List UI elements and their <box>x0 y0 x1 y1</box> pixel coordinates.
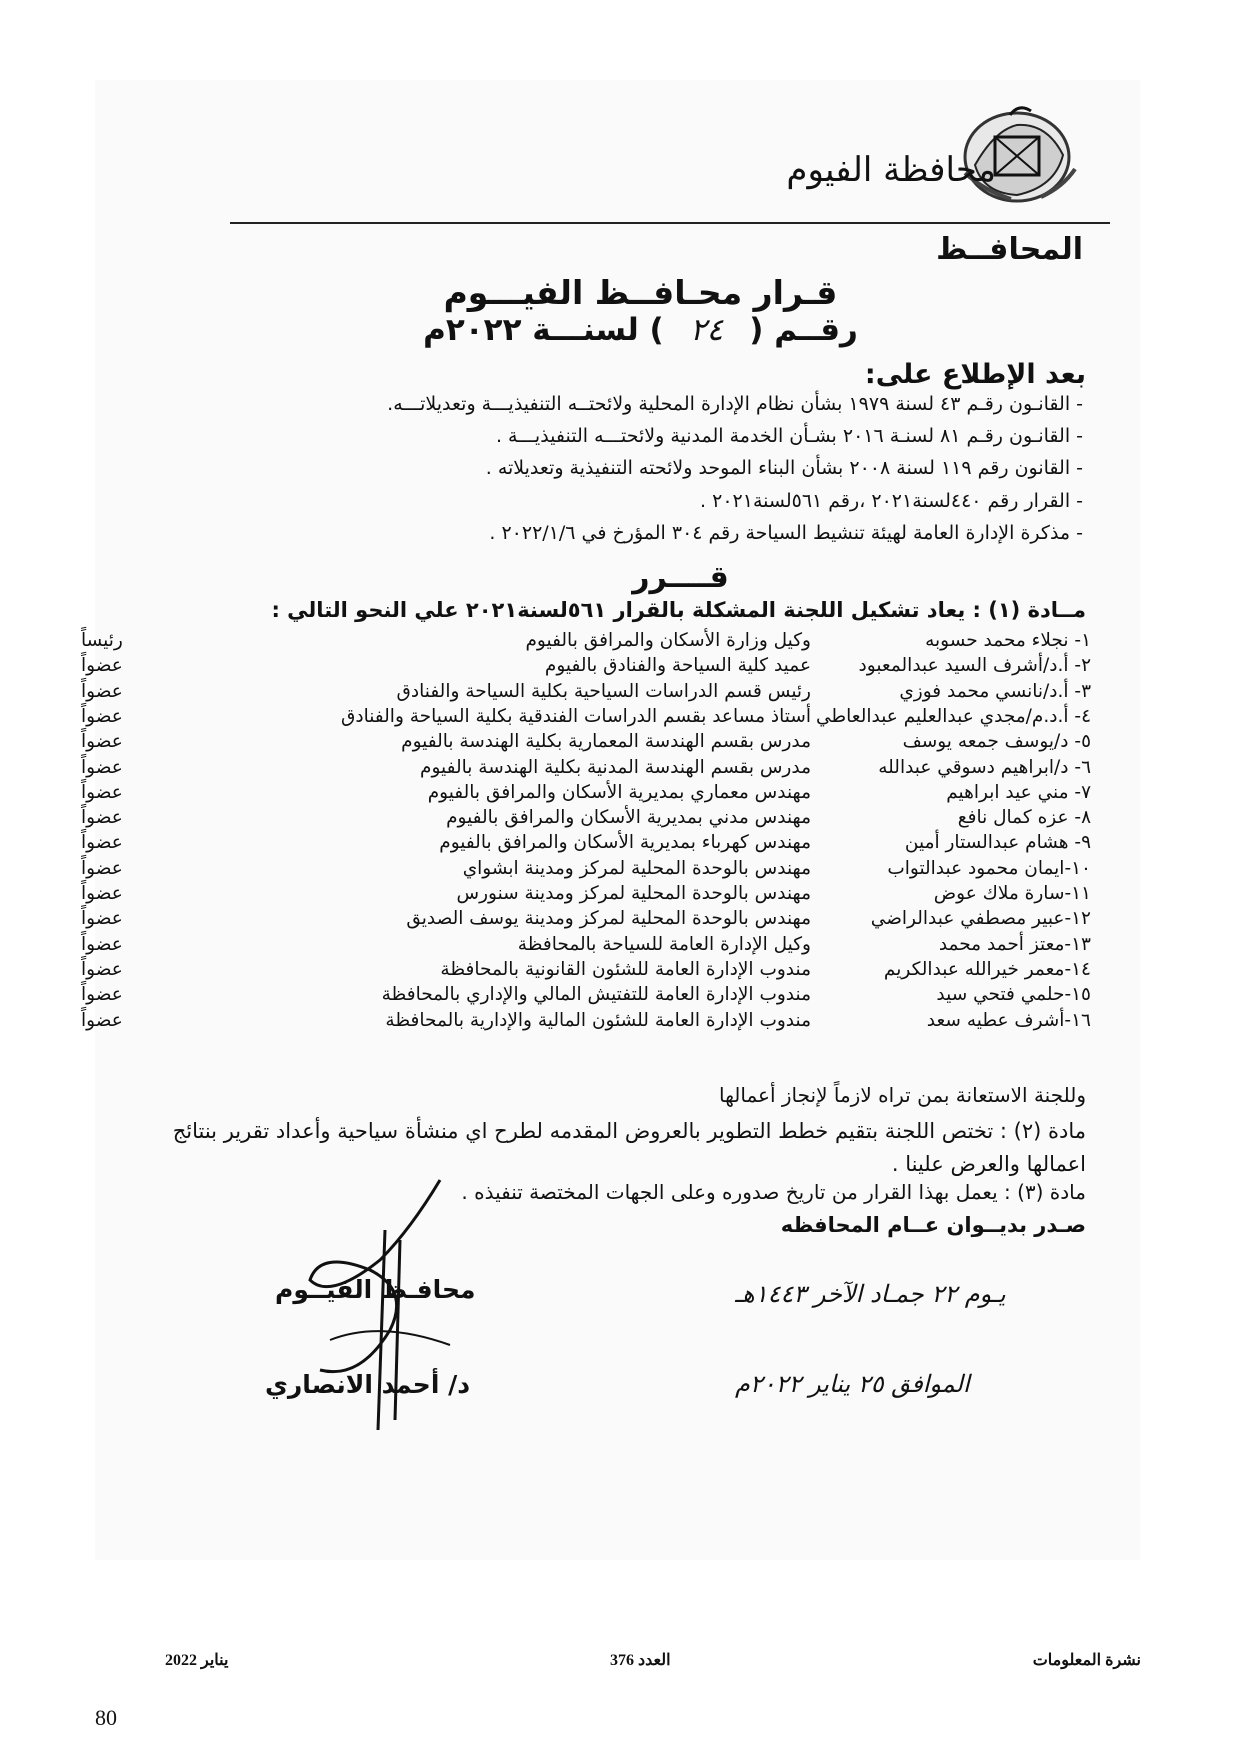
handwritten-signature <box>290 1170 470 1450</box>
footer-date: يناير 2022 <box>165 1652 229 1669</box>
member-title: مهندس بالوحدة المحلية لمركز ومدينة ابشواي <box>462 857 811 879</box>
member-role: عضواً <box>81 984 123 1006</box>
signatory-name: د/ أحمد الانصاري <box>265 1370 471 1399</box>
decree-number-prefix: رقــم ( <box>749 312 858 348</box>
member-role: عضواً <box>81 705 123 727</box>
decree-number-line <box>0 312 1241 348</box>
article-1: مــادة (١) : يعاد تشكيل اللجنة المشكلة بالقرار ٥٦١لسنة٢٠٢١ علي النحو التالي : <box>271 598 1086 622</box>
member-role: عضواً <box>81 807 123 829</box>
member-name: ١١-سارة ملاك عوض <box>933 883 1091 904</box>
member-row <box>81 832 1091 859</box>
header-divider <box>230 222 1110 224</box>
member-row <box>81 1010 1091 1037</box>
member-name: ١٥-حلمي فتحي سيد <box>936 984 1091 1006</box>
member-title: أستاذ مساعد بقسم الدراسات الفندقية بكلية السياحة والفنادق <box>341 705 811 727</box>
governorate-name: محافظة الفيوم <box>786 150 996 190</box>
member-name: ٨- عزه كمال نافع <box>957 807 1091 829</box>
member-role: عضواً <box>81 680 123 702</box>
member-role: عضواً <box>81 1009 123 1031</box>
office-title: المحافــظ <box>936 232 1083 267</box>
member-title: عميد كلية السياحة والفنادق بالفيوم <box>544 655 811 677</box>
member-row <box>81 858 1091 885</box>
member-title: مهندس معماري بمديرية الأسكان والمرافق بالفيوم <box>427 781 811 803</box>
member-name: ٩- هشام عبدالستار أمين <box>904 832 1091 854</box>
article-2: مادة (٢) : تختص اللجنة بتقيم خطط التطوير بالعروض المقدمه لطرح اي منشأة سياحية وأعداد تقرير بنتائج اعمالها والعرض علينا . <box>172 1119 1086 1176</box>
preamble-item: - القانـون رقـم ٤٣ لسنة ١٩٧٩ بشأن نظام الإدارة المحلية ولائحتــه التنفيذيـــة وتعديلاتـــه. <box>387 393 1083 415</box>
member-role: عضواً <box>81 756 123 778</box>
member-row <box>81 757 1091 784</box>
decree-title: قـرار محـافــظ الفيـــوم <box>443 273 838 312</box>
member-role: عضواً <box>81 731 123 753</box>
member-name: ٧- مني عيد ابراهيم <box>946 781 1091 803</box>
preamble-item: - مذكرة الإدارة العامة لهيئة تنشيط السياحة رقم ٣٠٤ المؤرخ في ٢٠٢٢/١/٦ . <box>489 522 1083 544</box>
member-title: مندوب الإدارة العامة للشئون القانونية بالمحافظة <box>440 958 811 980</box>
member-row <box>81 655 1091 682</box>
member-row <box>81 984 1091 1011</box>
member-name: ١٤-معمر خيرالله عبدالكريم <box>883 958 1091 980</box>
member-title: مندوب الإدارة العامة للشئون المالية والإدارية بالمحافظة <box>385 1009 811 1031</box>
member-role: عضواً <box>81 857 123 879</box>
page-number: 80 <box>95 1705 117 1730</box>
member-title: مدرس بقسم الهندسة المدنية بكلية الهندسة بالفيوم <box>420 756 811 778</box>
decree-number: ٢٤ <box>689 312 724 348</box>
member-name: ١٢-عبير مصطفي عبدالراضي <box>870 908 1091 930</box>
member-role: عضواً <box>81 933 123 955</box>
member-name: ١- نجلاء محمد حسوبه <box>925 630 1091 651</box>
member-title: مندوب الإدارة العامة للتفتيش المالي والإداري بالمحافظة <box>381 984 811 1006</box>
footer-issue: العدد 376 <box>610 1652 671 1669</box>
member-role: عضواً <box>81 883 123 904</box>
member-row <box>81 681 1091 708</box>
member-row <box>81 883 1091 910</box>
member-name: ٥- د/يوسف جمعه يوسف <box>902 731 1091 753</box>
member-name: ١٣-معتز أحمد محمد <box>938 933 1091 955</box>
member-row <box>81 706 1091 733</box>
member-role: عضواً <box>81 958 123 980</box>
member-name: ٤- أ.د.م/مجدي عبدالعليم عبدالعاطي <box>816 705 1091 727</box>
member-title: وكيل وزارة الأسكان والمرافق بالفيوم <box>525 630 811 651</box>
member-role: عضواً <box>81 655 123 677</box>
member-role: عضواً <box>81 832 123 854</box>
signatory-title: محافـظ الفيــوم <box>275 1275 476 1304</box>
date-gregorian: الموافق ٢٥ يناير ٢٠٢٢م <box>735 1370 970 1398</box>
member-name: ٢- أ.د/أشرف السيد عبدالمعبود <box>858 655 1091 677</box>
committee-note: وللجنة الاستعانة بمن تراه لازماً لإنجاز أعمالها <box>718 1083 1086 1107</box>
preamble-item: - القانـون رقـم ٨١ لسنـة ٢٠١٦ بشـأن الخدمة المدنية ولائحتـــه التنفيذيـــة . <box>495 425 1083 447</box>
member-row <box>81 731 1091 758</box>
member-row <box>81 782 1091 809</box>
footer-publication: نشرة المعلومات <box>1032 1652 1141 1669</box>
member-row <box>81 934 1091 961</box>
member-title: مدرس بقسم الهندسة المعمارية بكلية الهندسة بالفيوم <box>401 731 811 753</box>
member-role: عضواً <box>81 908 123 930</box>
member-row <box>81 959 1091 986</box>
member-row <box>81 630 1091 657</box>
date-hijri: يـوم ٢٢ جمـاد الآخر ١٤٤٣هـ <box>735 1280 1006 1308</box>
preamble-item: - القانون رقم ١١٩ لسنة ٢٠٠٨ بشأن البناء الموحد ولائحته التنفيذية وتعديلاته . <box>485 457 1083 479</box>
member-title: وكيل الإدارة العامة للسياحة بالمحافظة <box>517 933 811 955</box>
decree-number-suffix: ) لسنـــة ٢٠٢٢م <box>423 312 664 348</box>
member-row <box>81 908 1091 935</box>
member-title: مهندس كهرباء بمديرية الأسكان والمرافق بالفيوم <box>439 832 811 854</box>
member-title: مهندس بالوحدة المحلية لمركز ومدينة سنورس <box>456 883 811 904</box>
member-title: رئيس قسم الدراسات السياحية بكلية السياحة والفنادق <box>396 680 811 702</box>
member-name: ١٠-ايمان محمود عبدالتواب <box>887 857 1091 879</box>
article-3: مادة (٣) : يعمل بهذا القرار من تاريخ صدوره وعلى الجهات المختصة تنفيذه . <box>461 1180 1086 1204</box>
member-row <box>81 807 1091 834</box>
preamble-heading: بعد الإطلاع على: <box>864 359 1086 390</box>
member-name: ٣- أ.د/نانسي محمد فوزي <box>899 680 1091 702</box>
member-title: مهندس بالوحدة المحلية لمركز ومدينة يوسف الصديق <box>406 908 811 930</box>
issued-at: صـدر بديــوان عــام المحافظه <box>780 1213 1086 1237</box>
decision-heading: قــــرر <box>632 560 729 595</box>
member-title: مهندس مدني بمديرية الأسكان والمرافق بالفيوم <box>446 807 811 829</box>
member-name: ٦- د/ابراهيم دسوقي عبدالله <box>878 756 1091 778</box>
member-role: رئيساً <box>81 630 123 651</box>
preamble-item: - القرار رقم ٤٤٠لسنة٢٠٢١ ،رقم ٥٦١لسنة٢٠٢١ . <box>700 490 1083 512</box>
member-name: ١٦-أشرف عطيه سعد <box>926 1009 1091 1031</box>
member-role: عضواً <box>81 781 123 803</box>
